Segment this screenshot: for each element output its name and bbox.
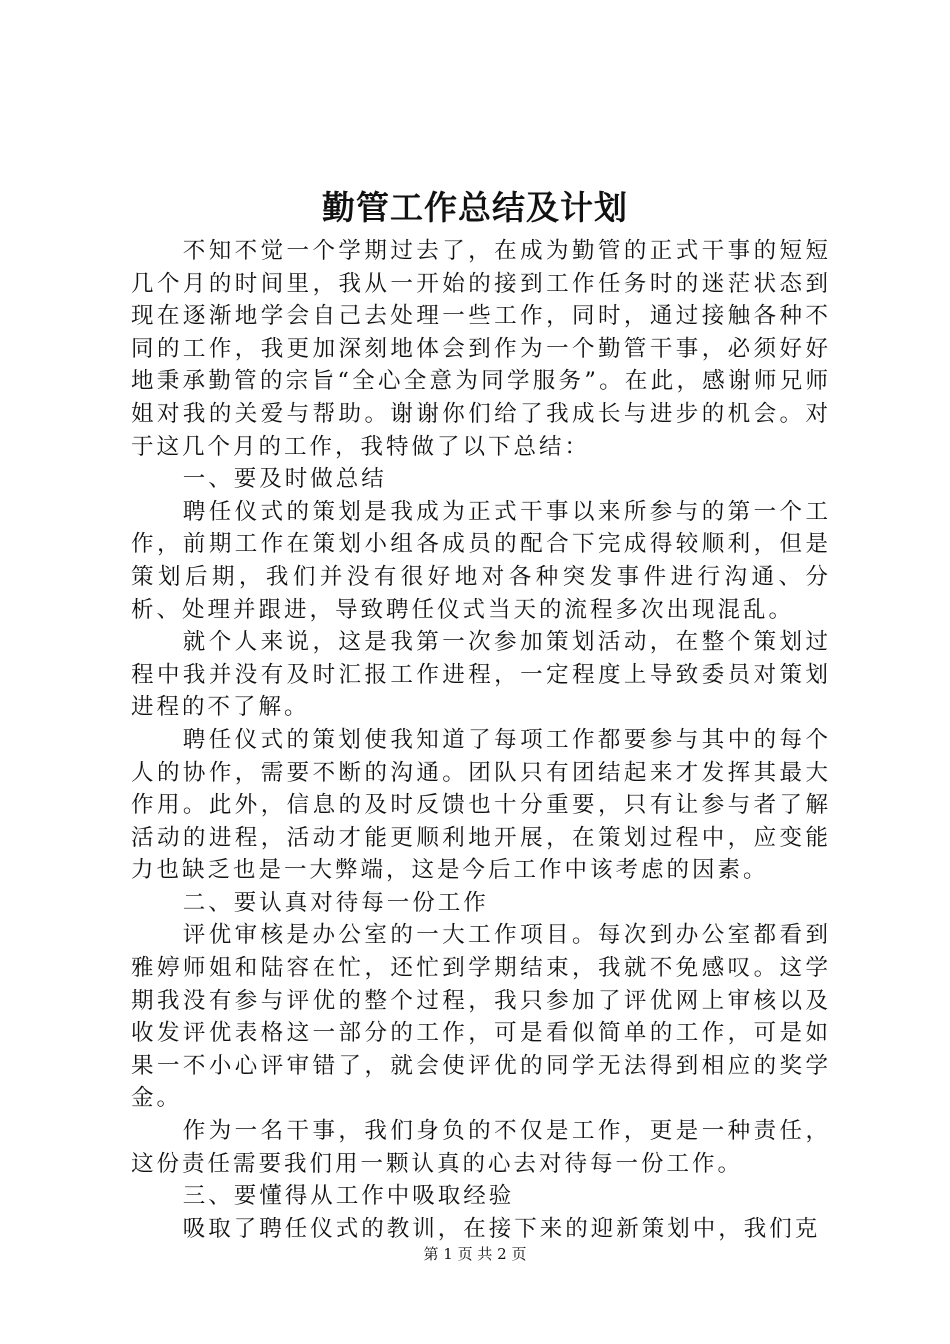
page-footer: 第 1 页 共 2 页 — [423, 1245, 527, 1263]
paragraph: 聘任仪式的策划使我知道了每项工作都要参与其中的每个人的协作，需要不断的沟通。团队只有团结起来才发挥其最大作用。此外，信息的及时反馈也十分重要，只有让参与者了解活动的进程，活动才能更顺利地开展，在策划过程中，应变能力也缺乏也是一大弊端，这是今后工作中该考虑的因素。 — [131, 726, 831, 884]
paragraph: 评优审核是办公室的一大工作项目。每次到办公室都看到雅婷师姐和陆容在忙，还忙到学期结束，我就不免感叹。这学期我没有参与评优的整个过程，我只参加了评优网上审核以及收发评优表格这一部分的工作，可是看似简单的工作，可是如果一不小心评审错了，就会使评优的同学无法得到相应的奖学金。 — [131, 922, 831, 1112]
paragraph: 吸取了聘任仪式的教训，在接下来的迎新策划中，我们克 — [182, 1215, 821, 1242]
paragraph: 不知不觉一个学期过去了，在成为勤管的正式干事的短短几个月的时间里，我从一开始的接到工作任务时的迷茫状态到现在逐渐地学会自己去处理一些工作，同时，通过接触各种不同的工作，我更加深刻地体会到作为一个勤管干事，必须好好地秉承勤管的宗旨“全心全意为同学服务”。在此，感谢师兄师姐对我的关爱与帮助。谢谢你们给了我成长与进步的机会。对于这几个月的工作，我特做了以下总结： — [131, 238, 831, 460]
document-title: 勤管工作总结及计划 — [322, 188, 628, 227]
document-body — [131, 235, 831, 1245]
paragraph: 作为一名干事，我们身负的不仅是工作，更是一种责任，这份责任需要我们用一颗认真的心去对待每一份工作。 — [131, 1118, 831, 1177]
section-heading: 二、要认真对待每一份工作 — [182, 889, 489, 916]
section-heading: 三、要懂得从工作中吸取经验 — [182, 1183, 515, 1210]
section-heading: 一、要及时做总结 — [182, 466, 387, 493]
paragraph: 聘任仪式的策划是我成为正式干事以来所参与的第一个工作，前期工作在策划小组各成员的配合下完成得较顺利，但是策划后期，我们并没有很好地对各种突发事件进行沟通、分析、处理并跟进，导致聘任仪式当天的流程多次出现混乱。 — [131, 498, 831, 623]
paragraph: 就个人来说，这是我第一次参加策划活动，在整个策划过程中我并没有及时汇报工作进程，一定程度上导致委员对策划进程的不了解。 — [131, 629, 831, 721]
